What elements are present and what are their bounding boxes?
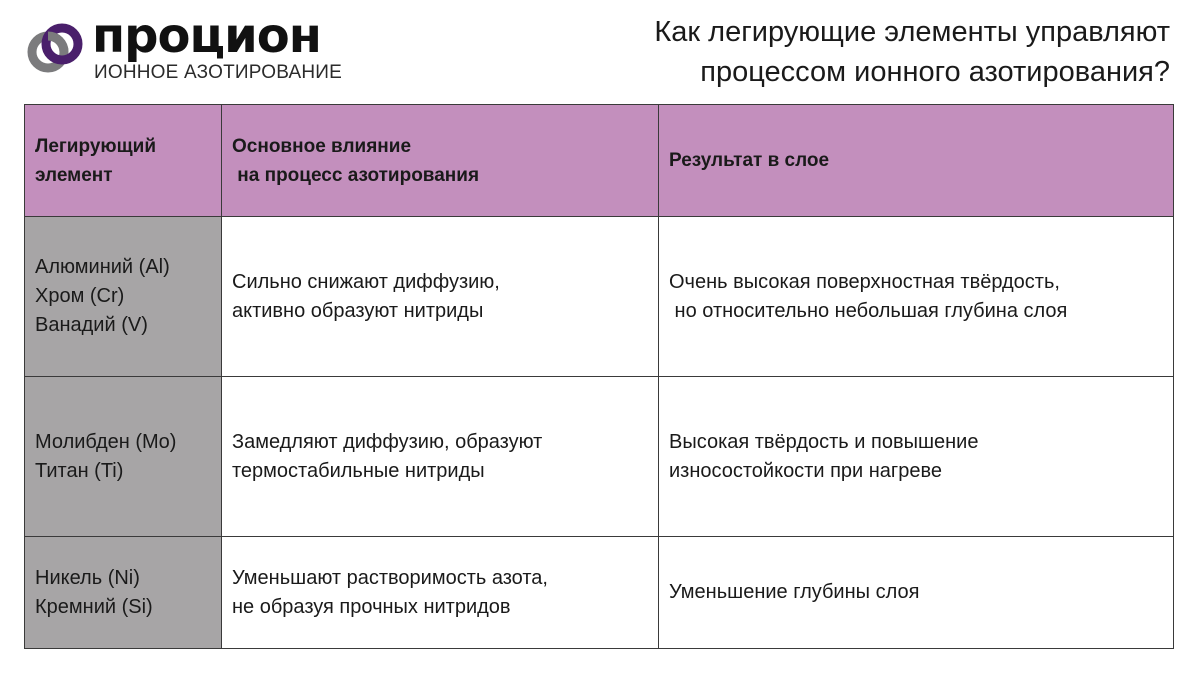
brand-logo <box>26 8 376 84</box>
influence-cell <box>222 217 659 377</box>
logo-knot-icon <box>26 18 84 80</box>
table-row <box>25 537 1174 649</box>
element-name: Никель (Ni) <box>35 566 140 589</box>
logo-tagline: ИОННОЕ АЗОТИРОВАНИЕ <box>94 62 342 83</box>
slide-title-line: процессом ионного азотирования? <box>700 56 1170 88</box>
header-text: Основное влияние <box>232 135 412 157</box>
influence-text: Замедляют диффузию, образуют <box>232 430 543 453</box>
element-name: Хром (Cr) <box>35 285 125 307</box>
table-header-row <box>25 105 1174 217</box>
result-cell <box>659 377 1174 537</box>
element-name: Ванадий (V) <box>35 314 148 336</box>
influence-text: Уменьшают растворимость азота, <box>232 566 548 589</box>
element-cell <box>25 377 222 537</box>
influence-text: термостабильные нитриды <box>232 459 485 482</box>
result-cell <box>659 217 1174 377</box>
header-cell-influence <box>222 105 659 217</box>
header-text: элемент <box>35 164 113 186</box>
header-text: Результат в слое <box>669 150 830 171</box>
result-text: износостойкости при нагреве <box>669 459 942 482</box>
header-text: Легирующий <box>35 135 157 157</box>
slide-title <box>570 12 1170 92</box>
influence-text: активно образуют нитриды <box>232 299 484 322</box>
element-name: Титан (Ti) <box>35 459 124 482</box>
element-name: Молибден (Mo) <box>35 430 177 453</box>
element-cell <box>25 217 222 377</box>
header-cell-result <box>659 105 1174 217</box>
result-cell <box>659 537 1174 649</box>
table-row <box>25 377 1174 537</box>
slide-title-line: Как легирующие элементы управляют <box>654 16 1170 48</box>
alloying-elements-table <box>24 104 1174 649</box>
result-text: Уменьшение глубины слоя <box>669 581 920 603</box>
logo-name: процион <box>92 8 321 64</box>
influence-cell <box>222 537 659 649</box>
influence-cell <box>222 377 659 537</box>
influence-text: Сильно снижают диффузию, <box>232 270 500 293</box>
element-cell <box>25 537 222 649</box>
result-text: Очень высокая поверхностная твёрдость, <box>669 270 1060 293</box>
header-cell-element <box>25 105 222 217</box>
header-text: на процесс азотирования <box>232 164 480 186</box>
influence-text: не образуя прочных нитридов <box>232 595 511 618</box>
table-row <box>25 217 1174 377</box>
result-text: но относительно небольшая глубина слоя <box>669 299 1068 322</box>
result-text: Высокая твёрдость и повышение <box>669 430 979 453</box>
element-name: Кремний (Si) <box>35 595 153 618</box>
element-name: Алюминий (Al) <box>35 256 170 278</box>
